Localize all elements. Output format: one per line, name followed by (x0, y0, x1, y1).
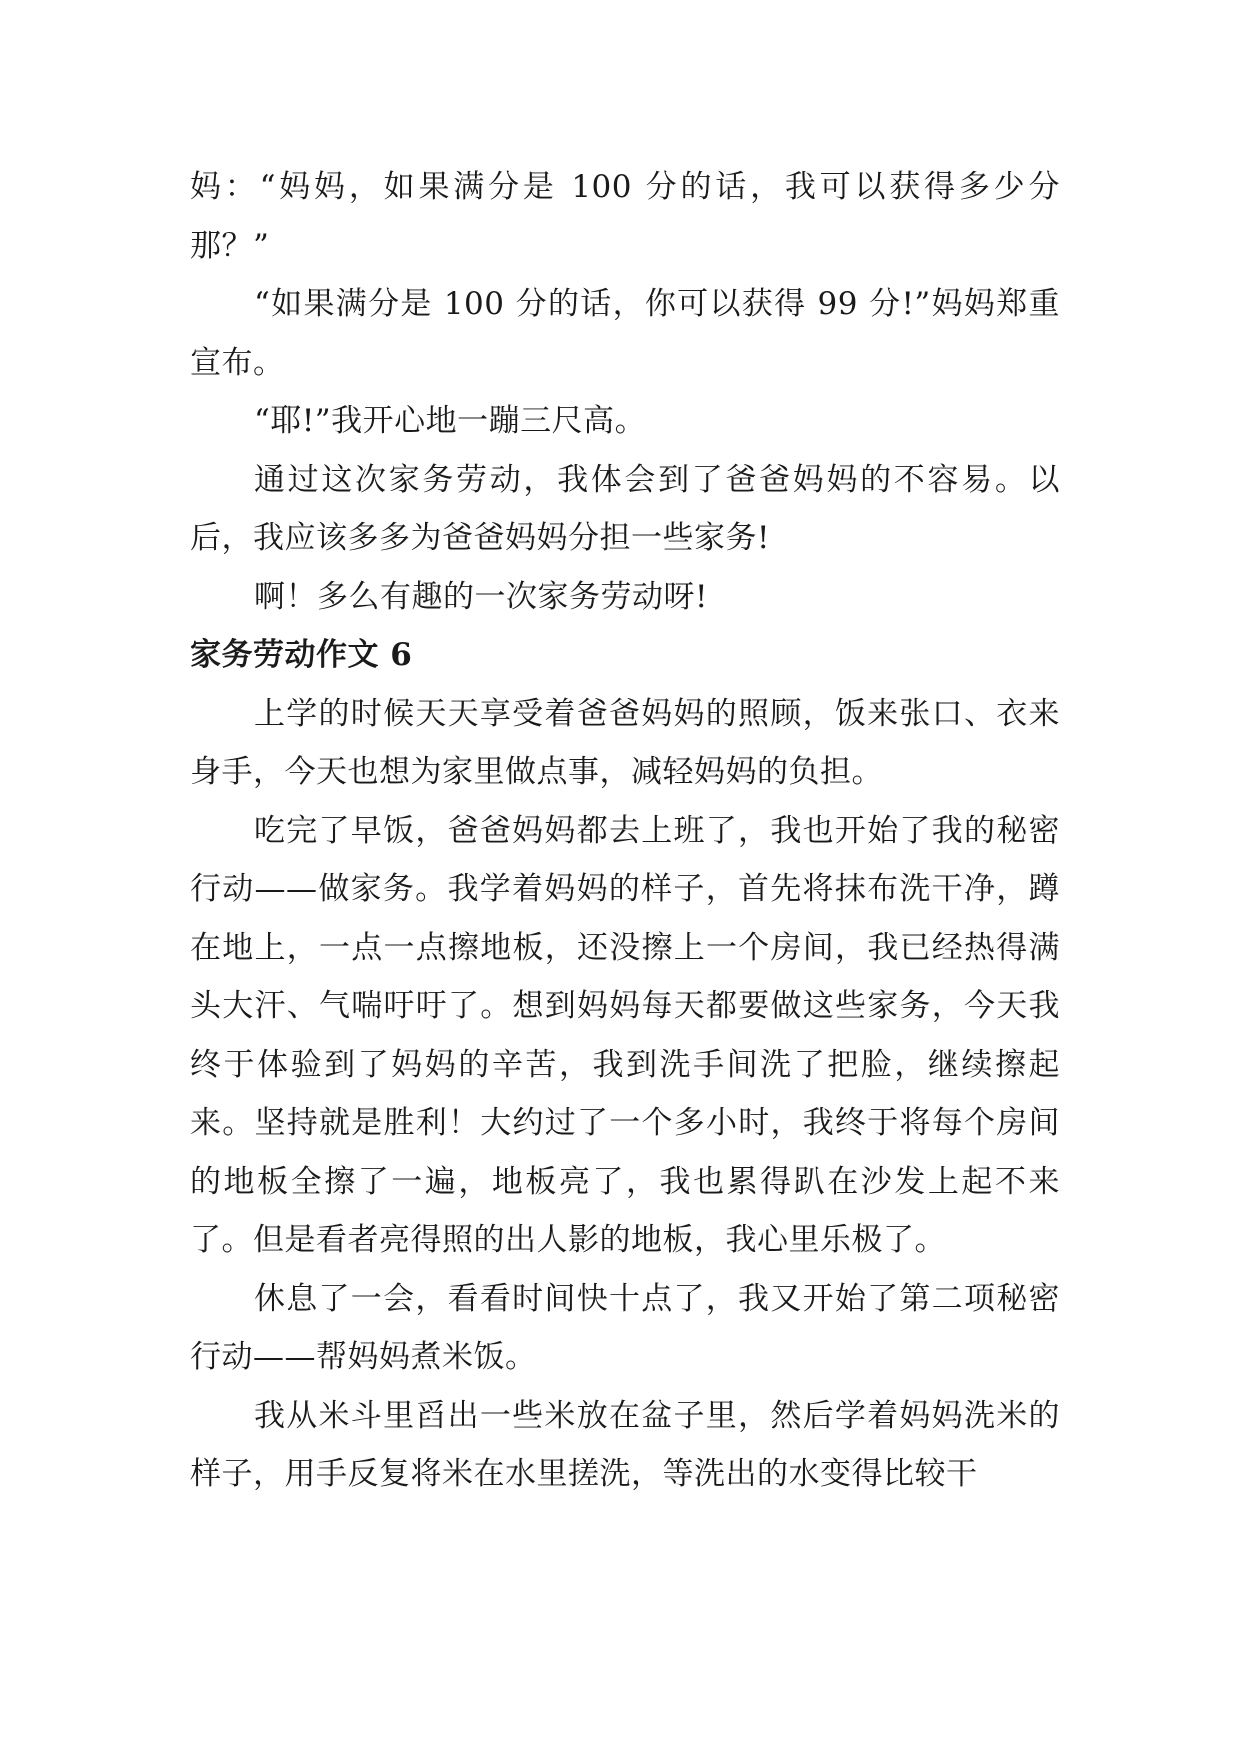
paragraph-2: “如果满分是 100 分的话，你可以获得 99 分!”妈妈郑重宣布。 (190, 286, 1060, 381)
paragraph-4: 通过这次家务劳动，我体会到了爸爸妈妈的不容易。以后，我应该多多为爸爸妈妈分担一些家务! (190, 461, 1060, 556)
paragraph-6: 上学的时候天天享受着爸爸妈妈的照顾，饭来张口、衣来身手，今天也想为家里做点事，减轻妈妈的负担。 (190, 695, 1060, 790)
paragraph-5: 啊！多么有趣的一次家务劳动呀! (254, 578, 708, 615)
document-body (190, 158, 1060, 1504)
paragraph-9: 我从米斗里舀出一些米放在盆子里，然后学着妈妈洗米的样子，用手反复将米在水里搓洗，等洗出的水变得比较干 (190, 1397, 1060, 1492)
paragraph-7: 吃完了早饭，爸爸妈妈都去上班了，我也开始了我的秘密行动——做家务。我学着妈妈的样子，首先将抹布洗干净，蹲在地上，一点一点擦地板，还没擦上一个房间，我已经热得满头大汗、气喘吁吁了。想到妈妈每天都要做这些家务，今天我终于体验到了妈妈的辛苦，我到洗手间洗了把脸，继续擦起来。坚持就是胜利！大约过了一个多小时，我终于将每个房间的地板全擦了一遍，地板亮了，我也累得趴在沙发上起不来了。但是看者亮得照的出人影的地板，我心里乐极了。 (190, 812, 1060, 1258)
paragraph-3: “耶!”我开心地一蹦三尺高。 (254, 403, 647, 439)
paragraph-1: 妈：“妈妈，如果满分是 100 分的话，我可以获得多少分那？” (190, 169, 1060, 264)
section-heading: 家务劳动作文 6 (190, 637, 413, 673)
paragraph-8: 休息了一会，看看时间快十点了，我又开始了第二项秘密行动——帮妈妈煮米饭。 (190, 1280, 1060, 1375)
